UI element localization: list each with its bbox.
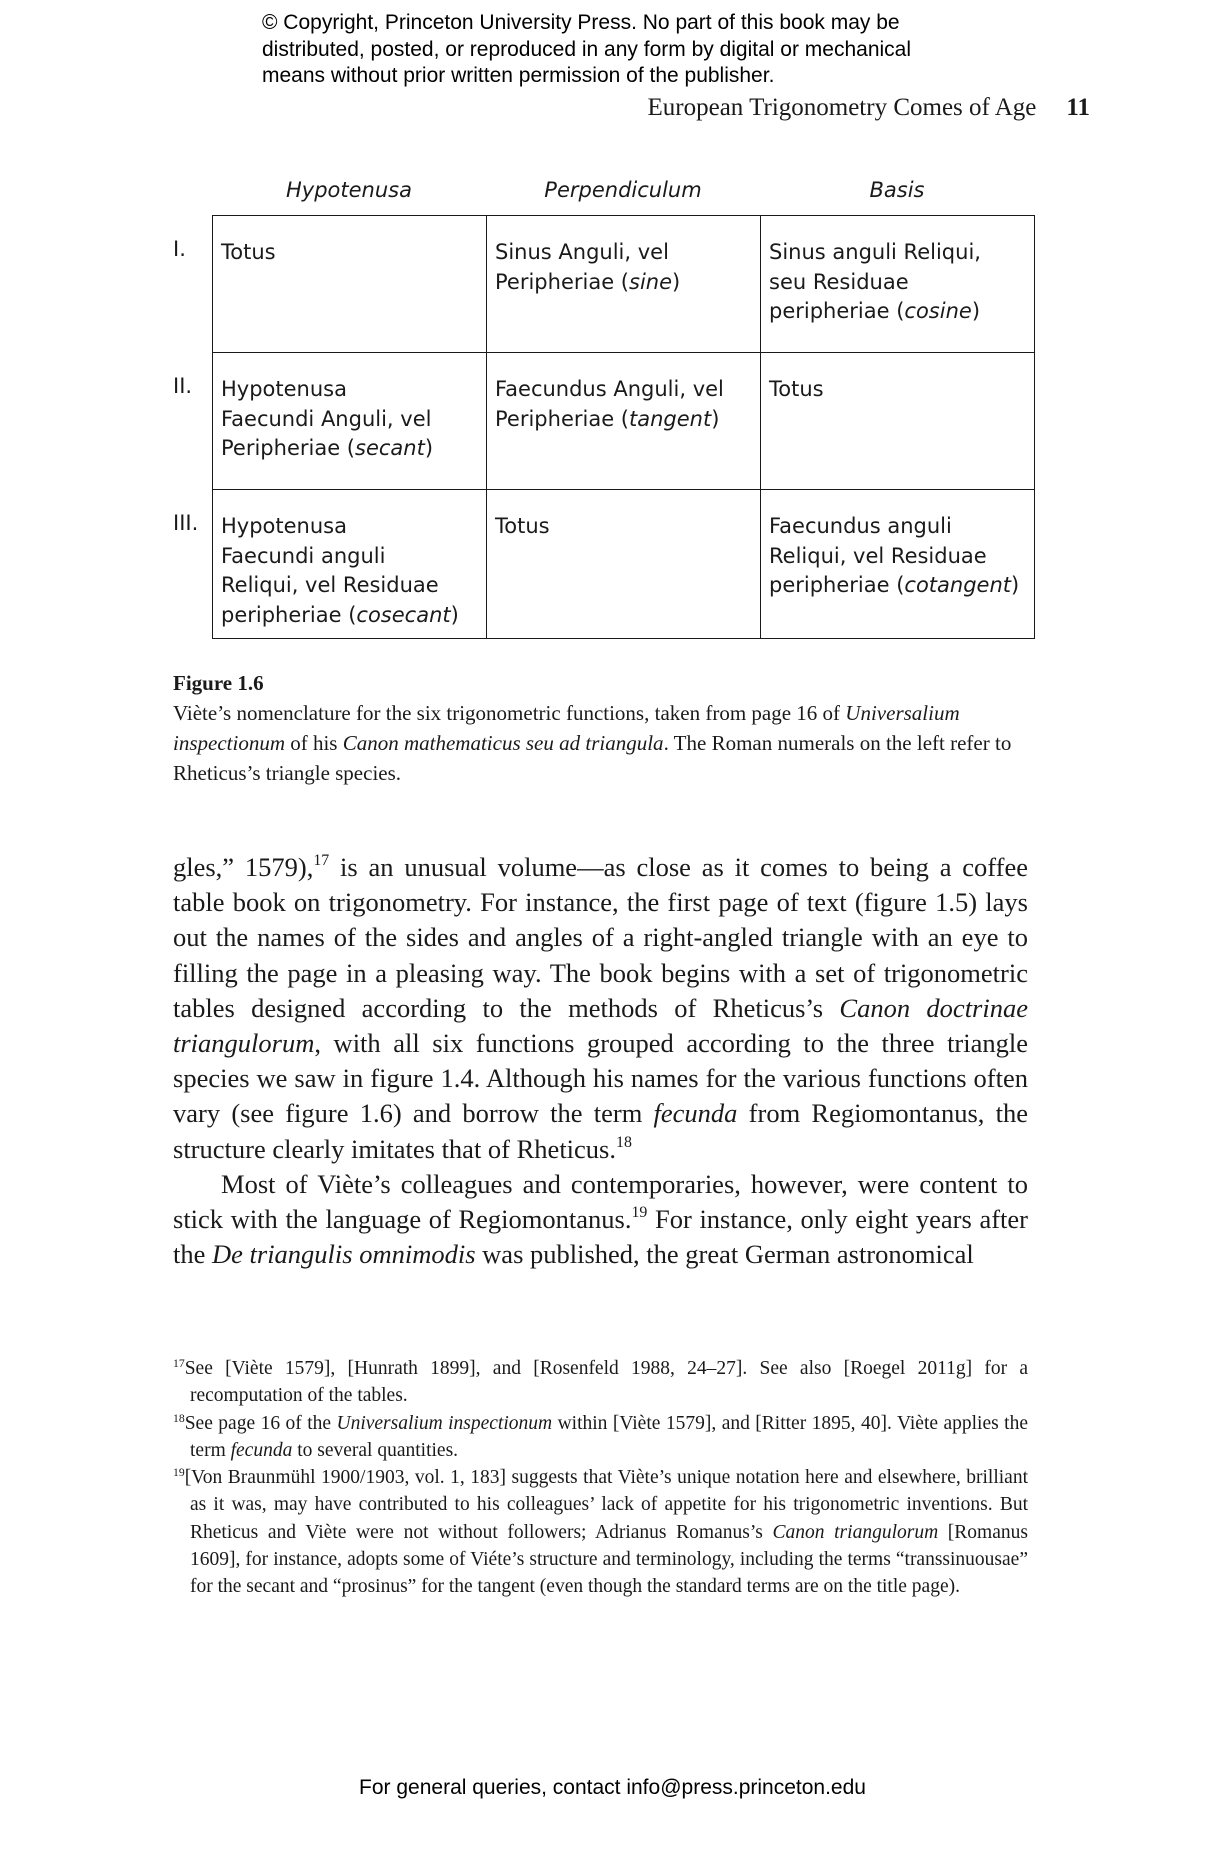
- copyright-line: © Copyright, Princeton University Press. No part of this book may be: [262, 11, 900, 34]
- table-row: [213, 353, 1035, 490]
- cell-line: Faecundi Anguli, vel: [221, 406, 432, 431]
- copyright-line: distributed, posted, or reproduced in any form by digital or mechanical: [262, 37, 912, 61]
- cell-line: Peripheriae (tangent): [495, 406, 720, 431]
- footnotes: [173, 1355, 1028, 1601]
- table-cell: [487, 216, 761, 353]
- cell-line: Faecundi anguli: [221, 543, 386, 568]
- footnote-18: $^{18}$See page 16 of the Universalium inspectionum within [Viète 1579], and [Ritter 1895, 40]. Viète applies the term fecunda to several quantities.: [173, 1411, 1028, 1461]
- table-cell: [213, 353, 487, 490]
- cell-line: Reliqui, vel Residuae: [769, 543, 987, 568]
- caption-text: Viète’s nomenclature for the six trigonometric functions, taken from page 16 of Universalium inspectionum of his Canon mathematicus seu ad triangula. The Roman numerals on the left refer to Rheticus’s triangle species.: [173, 701, 1012, 785]
- nomenclature-table: [212, 215, 1035, 639]
- cell-line: Hypotenusa: [221, 514, 347, 538]
- footnote-17: $^{17}$See [Viète 1579], [Hunrath 1899], and [Rosenfeld 1988, 24–27]. See also [Roegel 2011g] for a recomputation of the tables.: [173, 1356, 1028, 1407]
- cell-line: Reliqui, vel Residuae: [221, 573, 439, 597]
- cell-line: Totus: [221, 240, 276, 264]
- running-head: [648, 94, 1090, 122]
- cell-line: Faecundus anguli: [769, 514, 952, 538]
- table-cell: [487, 490, 761, 639]
- cell-line: Totus: [495, 514, 550, 538]
- column-header-perpendiculum: Perpendiculum: [544, 178, 702, 202]
- figure-caption: [173, 668, 1033, 788]
- running-head-title: European Trigonometry Comes of Age: [647, 94, 1037, 121]
- table-cell: [761, 490, 1035, 639]
- row-numeral: III.: [173, 511, 199, 535]
- row-numeral: I.: [173, 237, 186, 261]
- footnote-ref[interactable]: 17: [313, 851, 330, 869]
- column-header-hypotenusa: Hypotenusa: [286, 178, 412, 202]
- cell-line: Sinus anguli Reliqui,: [769, 240, 981, 264]
- cell-line: peripheriae (cosine): [769, 299, 981, 323]
- cell-line: Sinus Anguli, vel: [495, 240, 669, 264]
- cell-line: peripheriae (cosecant): [221, 602, 459, 627]
- row-numeral: II.: [173, 374, 193, 398]
- table-row: [213, 490, 1035, 639]
- body-text: [173, 850, 1028, 1272]
- cell-line: Peripheriae (sine): [495, 269, 681, 294]
- cell-line: peripheriae (cotangent): [769, 573, 1020, 597]
- cell-line: Peripheriae (secant): [221, 436, 434, 460]
- cell-line: Totus: [769, 377, 824, 401]
- cell-line: Faecundus Anguli, vel: [495, 377, 724, 401]
- table-cell: [487, 353, 761, 490]
- table-row: [213, 216, 1035, 353]
- contact-footer: For general queries, contact info@press.princeton.edu: [359, 1776, 866, 1799]
- column-header-basis: Basis: [869, 178, 925, 202]
- table-cell: [761, 353, 1035, 490]
- paragraph: Most of Viète’s colleagues and contemporaries, however, were content to stick with the language of Regiomontanus.$^{19}$ For instance, only eight years after the De triangulis omnimodis was published, the great German astronomical: [173, 1168, 1028, 1270]
- table-cell: [213, 490, 487, 639]
- figure-label: Figure 1.6: [173, 671, 264, 695]
- cell-line: seu Residuae: [769, 269, 909, 294]
- footnote-ref[interactable]: 19: [631, 1203, 648, 1221]
- page-number: 11: [1066, 94, 1090, 121]
- copyright-line: means without prior written permission of the publisher.: [262, 64, 775, 87]
- cell-line: Hypotenusa: [221, 377, 347, 401]
- footnote-19: $^{19}$[Von Braunmühl 1900/1903, vol. 1, 183] suggests that Viète’s unique notation here and elsewhere, brilliant as it was, may have contributed to his colleagues’ lack of appetite for his trigonometric inventions. But Rheticus and Viète were not without followers; Adrianus Romanus’s Canon triangulorum [Romanus 1609], for instance, adopts some of Viéte’s structure and terminology, including the terms “transsinuousae” for the secant and “prosinus” for the tangent (even though the standard terms are on the title page).: [173, 1466, 1028, 1598]
- table-cell: [761, 216, 1035, 353]
- paragraph: gles,” 1579),$^{17}$ is an unusual volume—as close as it comes to being a coffee table book on trigonometry. For instance, the first page of text (figure 1.5) lays out the names of the sides and angles of a right-angled triangle with an eye to filling the page in a pleasing way. The book begins with a set of trigonometric tables designed according to the methods of Rheticus’s Canon doctrinae triangulorum, with all six functions grouped according to the three triangle species we saw in figure 1.4. Although his names for the various functions often vary (see figure 1.6) and borrow the term fecunda from Regiomontanus, the structure clearly imitates that of Rheticus.$^{18}$: [173, 851, 1029, 1164]
- table-cell: [213, 216, 487, 353]
- footnote-ref[interactable]: 18: [616, 1133, 632, 1151]
- copyright-notice: [262, 10, 1022, 90]
